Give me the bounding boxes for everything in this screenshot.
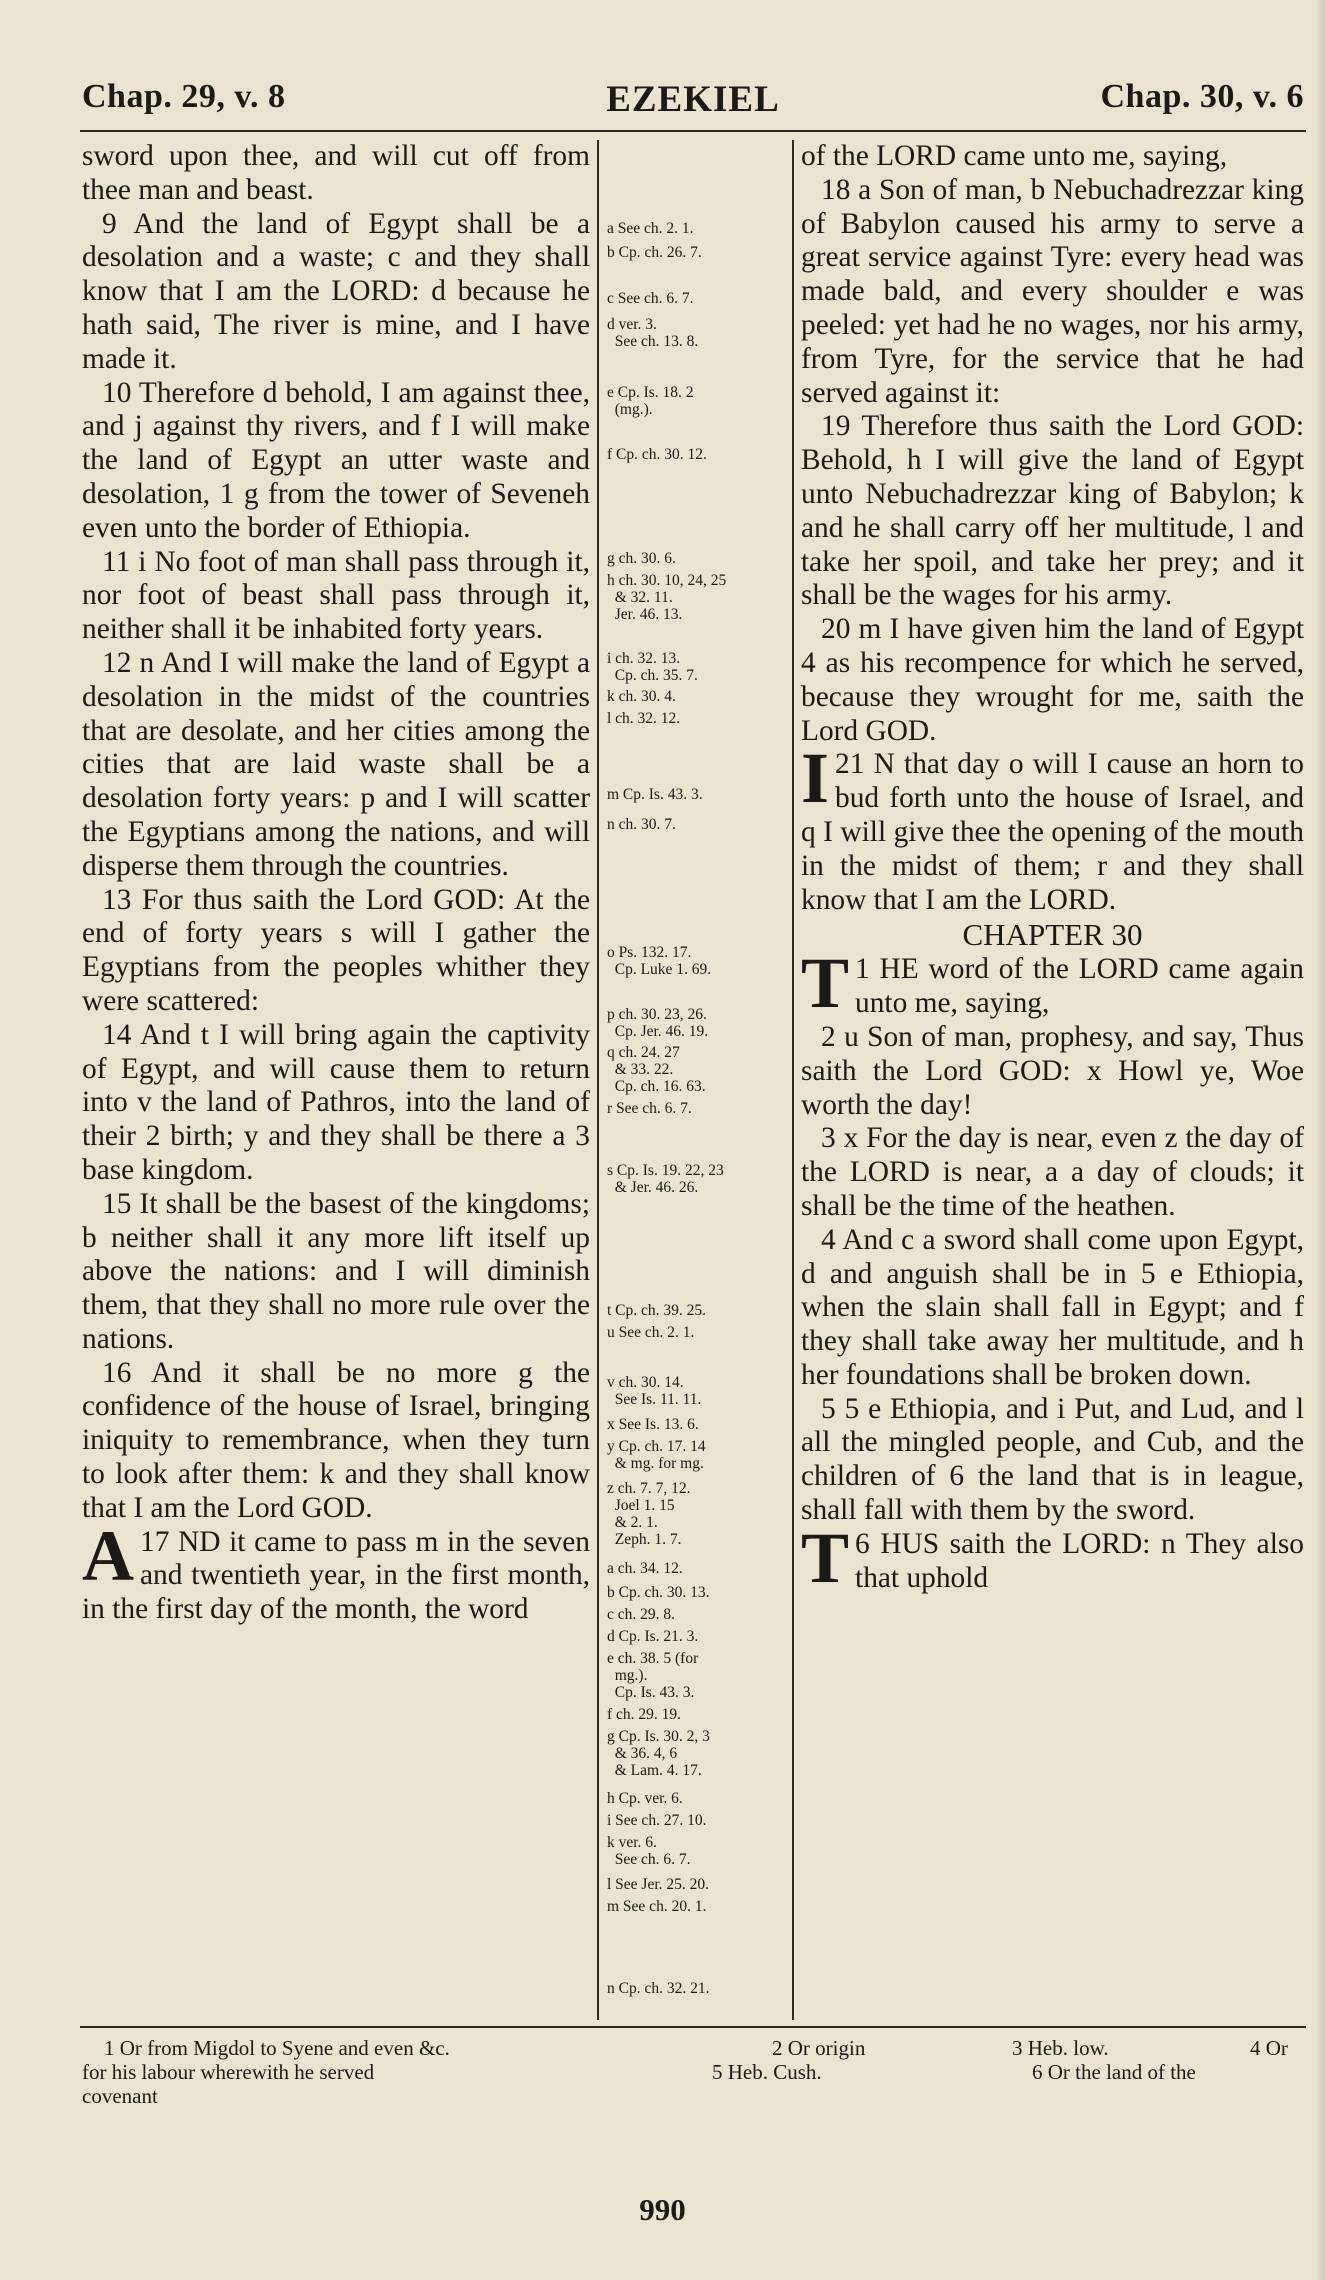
verse-17-drop-cap: A [82,1515,134,1596]
right-text-column [801,140,1304,2018]
margin-ref: g ch. 30. 6. [607,550,676,567]
verse-15: 15 It shall be the basest of the kingdoms; b neither shall it any more lift itself up above the nations: and I will diminish them, that they shall no more rule over the nations. [82,1187,590,1355]
verse-21 [801,738,1304,917]
margin-ref: p ch. 30. 23, 26. Cp. Jer. 46. 19. [607,1006,709,1040]
verse-20: 20 m I have given him the land of Egypt 4 as his recompence for which he served, because they wrought for me, saith the Lord GOD. [801,613,1304,747]
ch30-verse-6-number: 6 [855,1527,870,1560]
margin-ref: u See ch. 2. 1. [607,1324,695,1341]
column-rule-left [597,140,599,2020]
footnote-rule [80,2026,1306,2028]
verse-12: 12 n And I will make the land of Egypt a desolation in the midst of the countries that are desolate, and her cities among the cities that are laid waste shall be a desolation forty years: p and I will scatter the Egyptians among the nations, and will disperse them through the countries. [82,646,590,882]
verse-16: 16 And it shall be no more g the confidence of the house of Israel, bringing iniquity to remembrance, when they turn to look after them: k and they shall know that I am the Lord GOD. [82,1356,590,1524]
margin-ref: s Cp. Is. 19. 22, 23 & Jer. 46. 26. [607,1162,724,1196]
verse-9: 9 And the land of Egypt shall be a desolation and a waste; c and they shall know that I am the LORD: d because he hath said, The river is mine, and I have made it. [82,207,590,375]
margin-ref: a ch. 34. 12. [607,1560,683,1577]
verse-17 [82,1515,590,1627]
margin-ref: n ch. 30. 7. [607,816,676,833]
column-rule-right [792,140,794,2020]
margin-ref: e Cp. Is. 18. 2 (mg.). [607,384,694,418]
margin-ref: t Cp. ch. 39. 25. [607,1302,707,1319]
ch30-verse-1-text: HE word of the LORD came again unto me, saying, [855,953,1304,1020]
margin-ref: k ver. 6. See ch. 6. 7. [607,1834,691,1868]
margin-ref: m See ch. 20. 1. [607,1898,707,1915]
margin-ref: h ch. 30. 10, 24, 25 & 32. 11. Jer. 46. 13. [607,572,727,623]
verse-21-text: N that day o will I cause an horn to bud forth unto the house of Israel, and q I will give thee the opening of the mouth in the midst of them; r and they shall know that I am the LORD. [801,748,1304,916]
footnote-4: 4 Or [1250,2036,1288,2060]
margin-ref: h Cp. ver. 6. [607,1790,683,1807]
verse-11: 11 i No foot of man shall pass through it, nor foot of beast shall pass through it, neither shall it be inhabited forty years. [82,545,590,646]
margin-ref: v ch. 30. 14. See Is. 11. 11. [607,1374,702,1408]
margin-references [607,140,789,2020]
verse-17-number: 17 [140,1525,170,1558]
header-right: Chap. 30, v. 6 [1100,78,1304,115]
margin-ref: k ch. 30. 4. [607,688,676,705]
verse-8-end: sword upon thee, and will cut off from thee man and beast. [82,140,590,206]
left-text-column [82,140,590,2018]
header-rule [80,130,1306,132]
margin-ref: i See ch. 27. 10. [607,1812,707,1829]
ch30-verse-6-text: HUS saith the LORD: n They also that uphold [855,1527,1304,1594]
footnote-3: 3 Heb. low. [1012,2036,1109,2060]
footnote-1: 1 Or from Migdol to Syene and even &c. [104,2036,450,2060]
ch30-verse-1-drop-cap: T [801,943,850,1024]
margin-ref: c See ch. 6. 7. [607,290,694,307]
ch30-verse-3: 3 x For the day is near, even z the day of the LORD is near, a a day of clouds; it shall be the time of the heathen. [801,1122,1304,1222]
verse-17-text: ND it came to pass m in the seven and twentieth year, in the first month, in the first day of the month, the word [82,1525,590,1626]
margin-ref: g Cp. Is. 30. 2, 3 & 36. 4, 6 & Lam. 4. 17. [607,1728,710,1779]
verse-17-cont: of the LORD came unto me, saying, [801,140,1228,172]
margin-ref: x See Is. 13. 6. [607,1416,699,1433]
footnote-1-end: covenant [82,2084,158,2108]
verse-18: 18 a Son of man, b Nebuchadrezzar king of Babylon caused his army to serve a great service against Tyre: every head was made bald, and every shoulder e was peeled: yet had he no wages, nor his army, from Tyre, for the service that he had served against it: [801,173,1304,409]
verse-13: 13 For thus saith the Lord GOD: At the end of forty years s will I gather the Egyptians from the peoples whither they were scattered: [82,883,590,1017]
margin-ref: c ch. 29. 8. [607,1606,676,1623]
margin-ref: q ch. 24. 27 & 33. 22. Cp. ch. 16. 63. [607,1044,706,1095]
margin-ref: l ch. 32. 12. [607,710,681,727]
margin-ref: f Cp. ch. 30. 12. [607,446,707,463]
ch30-verse-6 [801,1517,1304,1598]
page-number: 990 [639,2192,686,2227]
ch30-verse-6-drop-cap: T [801,1517,850,1598]
footnote-5: 5 Heb. Cush. [712,2060,822,2084]
margin-ref: f ch. 29. 19. [607,1706,682,1723]
margin-ref: a See ch. 2. 1. [607,220,694,237]
margin-ref: e ch. 38. 5 (for mg.). Cp. Is. 43. 3. [607,1650,699,1701]
margin-ref: d Cp. Is. 21. 3. [607,1628,699,1645]
footnote-2: 2 Or origin [772,2036,866,2060]
page-edge [1315,0,1325,2280]
verse-21-drop-cap: I [801,738,830,819]
footnote-1-cont: for his labour wherewith he served [82,2060,375,2084]
header-left: Chap. 29, v. 8 [82,78,286,115]
footnotes [82,2036,1304,2136]
chapter-heading: CHAPTER 30 [962,917,1143,953]
running-header [82,78,1304,128]
margin-ref: y Cp. ch. 17. 14 & mg. for mg. [607,1438,706,1472]
margin-ref: b Cp. ch. 30. 13. [607,1584,710,1601]
margin-ref: i ch. 32. 13. Cp. ch. 35. 7. [607,650,698,684]
header-title: EZEKIEL [606,79,780,120]
footnote-6: 6 Or the land of the [1032,2060,1196,2084]
margin-ref: n Cp. ch. 32. 21. [607,1980,710,1997]
ch30-verse-2: 2 u Son of man, prophesy, and say, Thus saith the Lord GOD: x Howl ye, Woe worth the day! [801,1020,1304,1121]
verse-21-number: 21 [835,748,865,781]
margin-ref: z ch. 7. 7, 12. Joel 1. 15 & 2. 1. Zeph. 1. 7. [607,1480,691,1548]
margin-ref: m Cp. Is. 43. 3. [607,786,703,803]
margin-ref: o Ps. 132. 17. Cp. Luke 1. 69. [607,944,712,978]
verse-19: 19 Therefore thus saith the Lord GOD: Behold, h I will give the land of Egypt unto Nebuchadrezzar king of Babylon; k and he shall carry off her multitude, l and take her spoil, and take her prey; and it shall be the wages for his army. [801,410,1304,612]
ch30-verse-4: 4 And c a sword shall come upon Egypt, d and anguish shall be in 5 e Ethiopia, when the slain shall fall in Egypt; and f they shall take away her multitude, and h her foundations shall be broken down. [801,1223,1304,1391]
ch30-verse-5: 5 5 e Ethiopia, and i Put, and Lud, and l all the mingled people, and Cub, and the children of 6 the land that is in league, shall fall with them by the sword. [801,1392,1304,1527]
verse-14: 14 And t I will bring again the captivity of Egypt, and will cause them to return into v the land of Pathros, into the land of their 2 birth; y and they shall be there a 3 base kingdom. [82,1018,590,1186]
verse-10: 10 Therefore d behold, I am against thee, and j against thy rivers, and f I will make the land of Egypt an utter waste and desolation, 1 g from the tower of Seveneh even unto the border of Ethiopia. [82,376,590,544]
margin-ref: l See Jer. 25. 20. [607,1876,710,1893]
ch30-verse-1 [801,943,1304,1024]
margin-ref: r See ch. 6. 7. [607,1100,692,1117]
margin-ref: b Cp. ch. 26. 7. [607,244,702,261]
ch30-verse-1-number: 1 [855,953,870,986]
margin-ref: d ver. 3. See ch. 13. 8. [607,316,699,350]
